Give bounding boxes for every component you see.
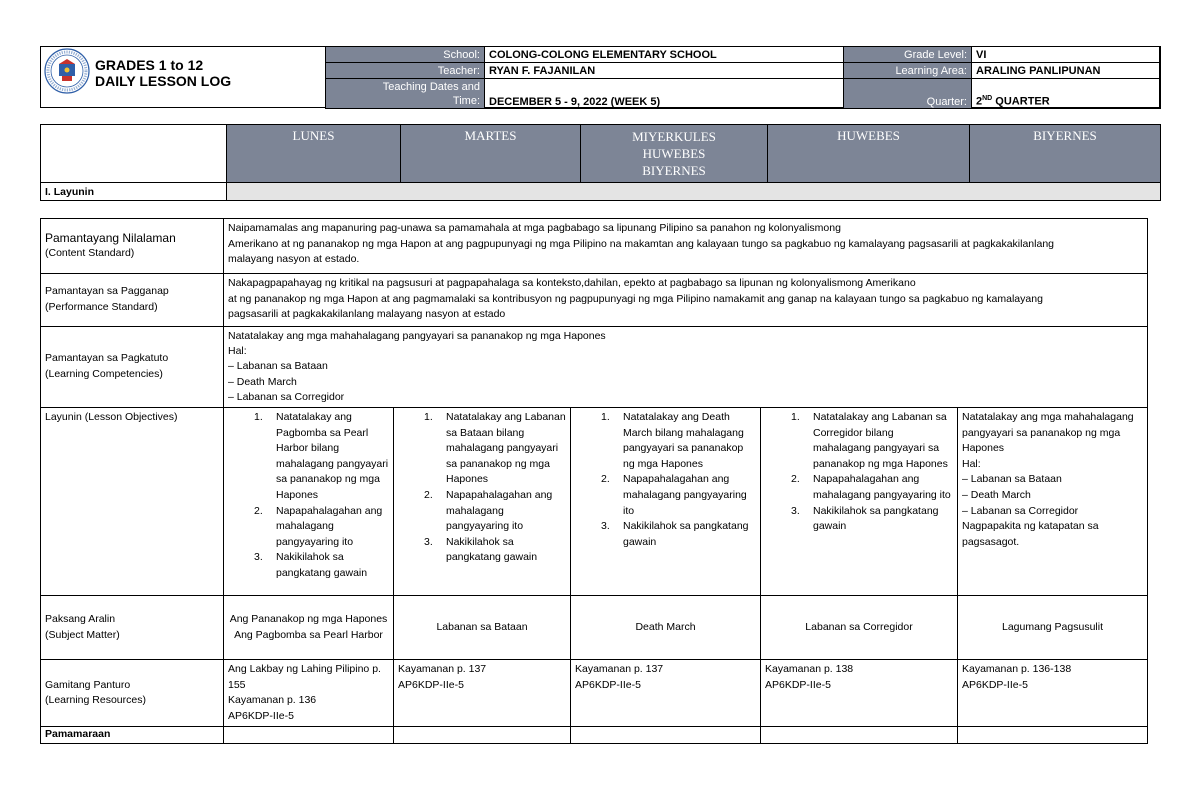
resources-martes — [394, 660, 571, 727]
objective-number: 2. — [424, 488, 433, 501]
school-label: School: — [326, 47, 485, 63]
objective-number: 1. — [424, 411, 433, 424]
quarter-number: 2 — [976, 96, 983, 108]
objective-text: Natatalakay ang Death March bilang mahalagang pangyayari sa pananakop ng mga Hapones — [623, 411, 744, 470]
learning-area-value: ARALING PANLIPUNAN — [972, 63, 1161, 79]
resource-lunes-line1: Ang Lakbay ng Lahing Pilipino p. 155 — [228, 663, 381, 691]
day-miyerkules-line1: MIYERKULES — [632, 129, 716, 144]
procedure-huwebes — [761, 727, 958, 744]
subject-matter-label-line1: Paksang Aralin — [45, 612, 116, 625]
learning-competencies-label — [41, 327, 224, 408]
objective-item — [765, 410, 953, 472]
objective-number: 1. — [791, 411, 800, 424]
content-standard-text — [224, 219, 1148, 274]
resource-martes-line2: AP6KDP-IIe-5 — [398, 678, 464, 691]
biyernes-objective-line3: – Labanan sa Bataan — [962, 473, 1062, 486]
content-standard-line3: malayang nasyon at estado. — [228, 253, 360, 266]
performance-standard-line2: at ng pananakop ng mga Hapon at ang pagmamalaki sa kontribusyon ng pagpupunyagi ng mga Pilipino namakamit ang ganap na kalayaan tungo sa pagkabuo ng kamalayang — [228, 292, 1043, 305]
performance-standard-label-line2: (Performance Standard) — [45, 301, 158, 313]
content-standard-label-line1: Pamantayang Nilalaman — [45, 231, 176, 246]
content-standard-label-line2: (Content Standard) — [45, 247, 135, 260]
objective-text: Nakikilahok sa pangkatang gawain — [276, 551, 368, 579]
content-standard-line2: Amerikano at ng pananakop ng mga Hapon at ang pagpupunyagi ng mga Pilipino na makamtan ang kalayaan tungo sa pagkabuo ng kamalayang pagsasarili at pagkakakilanlang — [228, 237, 1054, 250]
subject-martes: Labanan sa Bataan — [394, 596, 571, 660]
objective-item — [765, 504, 953, 535]
procedure-label — [41, 727, 224, 744]
objectives-lunes — [224, 408, 394, 596]
objective-number: 2. — [254, 504, 263, 517]
procedure-label-text: Pamamaraan — [45, 728, 111, 741]
biyernes-objective-line5: – Labanan sa Corregidor — [962, 504, 1079, 517]
teacher-value: RYAN F. FAJANILAN — [485, 63, 844, 79]
grade-level-label: Grade Level: — [844, 47, 972, 63]
learning-competencies-label-line2: (Learning Competencies) — [45, 368, 163, 380]
day-miyerkules-line2: HUWEBES — [642, 146, 706, 161]
resource-martes-line1: Kayamanan p. 137 — [398, 663, 487, 676]
resource-miyerkules-line2: AP6KDP-IIe-5 — [575, 678, 641, 691]
teaching-dates-label-line2: Time: — [452, 94, 480, 107]
subject-miyerkules: Death March — [571, 596, 761, 660]
resource-lunes-line2: Kayamanan p. 136 — [228, 694, 317, 707]
competency-line5: – Labanan sa Corregidor — [228, 390, 345, 403]
objective-item — [575, 472, 756, 519]
objective-number: 3. — [601, 520, 610, 533]
learning-resources-label-line2: (Learning Resources) — [45, 694, 146, 707]
resource-huwebes-line1: Kayamanan p. 138 — [765, 663, 854, 676]
procedure-biyernes — [958, 727, 1148, 744]
grade-level-value: VI — [972, 47, 1161, 63]
content-standard-label — [41, 219, 224, 274]
objectives-miyerkules — [571, 408, 761, 596]
performance-standard-label-line1: Pamantayan sa Pagganap — [45, 285, 169, 298]
day-miyerkules-line3: BIYERNES — [642, 163, 706, 178]
teacher-label: Teacher: — [326, 63, 485, 79]
objective-number: 2. — [601, 473, 610, 486]
days-header-blank — [41, 125, 227, 183]
performance-standard-line1: Nakapagpapahayag ng kritikal na pagsusuri at pagpapahalaga sa konteksto,dahilan, epekto at pagbabago sa lipunan ng kolonyalismong Amerikano — [228, 277, 916, 289]
objective-number: 1. — [254, 411, 263, 424]
learning-competencies-text — [224, 327, 1148, 408]
objective-item — [575, 519, 756, 550]
objective-text: Napapahalagahan ang mahalagang pangyayaring ito — [276, 504, 383, 548]
subject-lunes-line1: Ang Pananakop ng mga Hapones — [229, 612, 388, 625]
layunin-bar — [227, 183, 1161, 201]
subject-matter-label-line2: (Subject Matter) — [45, 628, 120, 641]
deped-seal-icon — [44, 48, 90, 94]
competency-line2: Hal: — [228, 345, 247, 358]
objective-item — [398, 535, 566, 566]
objectives-biyernes — [958, 408, 1148, 596]
day-miyerkules — [581, 125, 768, 183]
subject-biyernes: Lagumang Pagsusulit — [958, 596, 1148, 660]
quarter-label: Quarter: — [844, 79, 972, 109]
performance-standard-text — [224, 274, 1148, 327]
competency-line3: – Labanan sa Bataan — [228, 360, 328, 373]
header-info-table — [325, 46, 1161, 109]
days-header-table — [40, 124, 1161, 201]
performance-standard-label — [41, 274, 224, 327]
subject-lunes — [224, 596, 394, 660]
objective-item — [398, 488, 566, 535]
resources-miyerkules — [571, 660, 761, 727]
objective-number: 3. — [424, 535, 433, 548]
objectives-martes — [394, 408, 571, 596]
day-lunes: LUNES — [227, 125, 401, 183]
procedure-miyerkules — [571, 727, 761, 744]
objective-number: 3. — [791, 504, 800, 517]
subject-matter-label — [41, 596, 224, 660]
competency-line4: – Death March — [228, 375, 297, 388]
teaching-dates-label — [326, 79, 485, 109]
objective-item — [228, 550, 389, 581]
objective-item — [575, 410, 756, 472]
biyernes-objective-line4: – Death March — [962, 488, 1031, 501]
day-huwebes: HUWEBES — [768, 125, 970, 183]
title-daily-lesson-log: DAILY LESSON LOG — [95, 73, 232, 89]
objective-text: Napapahalagahan ang mahalagang pangyayaring ito — [623, 473, 747, 517]
objective-number: 2. — [791, 473, 800, 486]
day-biyernes: BIYERNES — [970, 125, 1161, 183]
objective-text: Nakikilahok sa pangkatang gawain — [813, 504, 939, 533]
objectives-label: Layunin (Lesson Objectives) — [41, 408, 224, 596]
objective-text: Natatalakay ang Labanan sa Corregidor bilang mahalagang pangyayari sa pananakop ng mga Hapones — [813, 411, 948, 470]
competency-line1: Natatalakay ang mga mahahalagang pangyayari sa pananakop ng mga Hapones — [228, 330, 606, 342]
day-martes: MARTES — [401, 125, 581, 183]
learning-resources-label — [41, 660, 224, 727]
resources-huwebes — [761, 660, 958, 727]
objective-number: 3. — [254, 551, 263, 564]
objective-item — [398, 410, 566, 488]
objective-item — [765, 472, 953, 503]
procedure-martes — [394, 727, 571, 744]
resources-lunes — [224, 660, 394, 727]
quarter-value — [972, 79, 1161, 109]
resources-biyernes — [958, 660, 1148, 727]
objective-text: Natatalakay ang Labanan sa Bataan bilang mahalagang pangyayari sa pananakop ng mga Hapones — [446, 411, 566, 486]
school-value: COLONG-COLONG ELEMENTARY SCHOOL — [485, 47, 844, 63]
subject-huwebes: Labanan sa Corregidor — [761, 596, 958, 660]
learning-competencies-label-line1: Pamantayan sa Pagkatuto — [45, 352, 169, 365]
layunin-label: I. Layunin — [41, 183, 227, 201]
resource-biyernes-line1: Kayamanan p. 136-138 — [962, 663, 1072, 676]
procedure-lunes — [224, 727, 394, 744]
teaching-dates-value: DECEMBER 5 - 9, 2022 (WEEK 5) — [485, 79, 844, 109]
objective-number: 1. — [601, 411, 610, 424]
content-standard-line1: Naipamamalas ang mapanuring pag-unawa sa pamamahala at mga pagbabago sa lipunang Pilipino sa panahon ng kolonyalismong — [228, 222, 841, 234]
objective-item — [228, 504, 389, 551]
quarter-suffix: ND — [982, 95, 993, 103]
objective-text: Natatalakay ang Pagbomba sa Pearl Harbor bilang mahalagang pangyayari sa pananakop ng mga Hapones — [276, 411, 389, 501]
subject-lunes-line2: Ang Pagbomba sa Pearl Harbor — [234, 628, 383, 641]
objectives-huwebes — [761, 408, 958, 596]
teaching-dates-label-line1: Teaching Dates and — [382, 80, 480, 93]
learning-resources-label-line1: Gamitang Panturo — [45, 678, 131, 691]
resource-miyerkules-line1: Kayamanan p. 137 — [575, 663, 664, 676]
objective-item — [228, 410, 389, 504]
performance-standard-line3: pagsasarili at pagkakakilanlang malayang nasyon at estado — [228, 308, 506, 321]
objective-text: Napapahalagahan ang mahalagang pangyayaring ito — [446, 488, 553, 533]
objective-text: Nakikilahok sa pangkatang gawain — [623, 520, 749, 548]
biyernes-objective-line1: Natatalakay ang mga mahahalagang pangyayari sa pananakop ng mga Hapones — [962, 411, 1134, 455]
resource-biyernes-line2: AP6KDP-IIe-5 — [962, 678, 1028, 691]
biyernes-objective-line6: Nagpapakita ng katapatan sa pagsasagot. — [962, 520, 1099, 548]
objective-text: Napapahalagahan ang mahalagang pangyayaring ito — [813, 473, 951, 501]
title-grades: GRADES 1 to 12 — [95, 57, 204, 73]
learning-area-label: Learning Area: — [844, 63, 972, 79]
lesson-table — [40, 218, 1148, 744]
resource-lunes-line3: AP6KDP-IIe-5 — [228, 709, 294, 722]
objective-text: Nakikilahok sa pangkatang gawain — [446, 535, 538, 564]
quarter-word: QUARTER — [992, 96, 1050, 108]
biyernes-objective-line2: Hal: — [962, 457, 981, 470]
resource-huwebes-line2: AP6KDP-IIe-5 — [765, 678, 831, 691]
